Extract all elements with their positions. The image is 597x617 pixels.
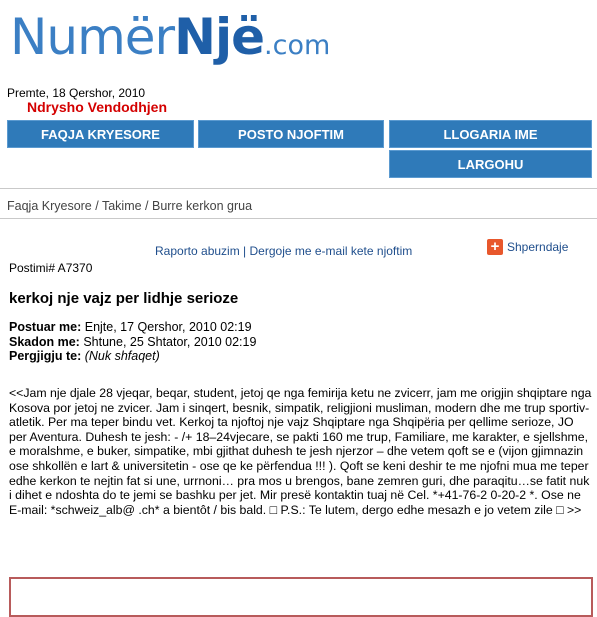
nav-my-account-button[interactable]: LLOGARIA IME bbox=[389, 120, 592, 148]
breadcrumb bbox=[7, 199, 252, 213]
share-label: Shperndaje bbox=[507, 240, 569, 254]
nav-home-button[interactable]: FAQJA KRYESORE bbox=[7, 120, 194, 148]
nav-post-ad-button[interactable]: POSTO NJOFTIM bbox=[198, 120, 384, 148]
contact-form-box bbox=[9, 577, 593, 617]
breadcrumb-category[interactable]: Burre kerkon grua bbox=[151, 199, 253, 213]
actions-divider: | bbox=[239, 244, 250, 258]
post-meta bbox=[9, 320, 256, 364]
breadcrumb-dating[interactable]: Takime bbox=[101, 199, 142, 213]
logo-part-1: Numër bbox=[10, 8, 175, 66]
logo-part-3: .com bbox=[264, 30, 331, 61]
post-title: kerkoj nje vajz per lidhje serioze bbox=[9, 290, 239, 307]
posted-value: Enjte, 17 Qershor, 2010 02:19 bbox=[84, 320, 252, 334]
plus-icon: + bbox=[487, 239, 503, 255]
breadcrumb-divider bbox=[0, 218, 597, 219]
expires-label: Skadon me: bbox=[9, 334, 80, 349]
email-post-link[interactable]: Dergoje me e-mail kete njoftim bbox=[249, 244, 413, 258]
breadcrumb-separator: / bbox=[141, 199, 152, 213]
site-logo[interactable] bbox=[10, 8, 330, 78]
reply-value: (Nuk shfaqet) bbox=[84, 349, 160, 363]
top-divider bbox=[0, 188, 597, 189]
share-button[interactable] bbox=[487, 239, 568, 255]
breadcrumb-separator: / bbox=[91, 199, 102, 213]
nav-logout-button[interactable]: LARGOHU bbox=[389, 150, 592, 178]
breadcrumb-home[interactable]: Faqja Kryesore bbox=[7, 199, 92, 213]
reply-label: Pergjigju te: bbox=[9, 349, 82, 363]
report-abuse-link[interactable]: Raporto abuzim bbox=[155, 244, 240, 258]
posted-label: Postuar me: bbox=[9, 320, 82, 334]
logo-part-2: Një bbox=[174, 8, 265, 66]
post-body: <<Jam nje djale 28 vjeqar, beqar, student, jetoj qe nga femirija ketu ne zvicerr, jam me origjin shqiptare nga Kosova por jetoj ne zvicer. Jam i sinqert, besnik, simpatik, religjioni musliman, modern dhe me trup sportiv-atletik. Per ma teper bindu vet. Kerkoj ta njoftoj nje vajz Shqiptare nga Shqipëria per qellime serioze, JO per Aventura. Duhesh te jesh: - /+ 18–24vjecare, se pakti 160 me trup, Familiare, me karakter, e sjellshme, e moralshme, e buker, simpatike, mbi gjithat duhesh te jesh njerzor – dhe vetem qoft se e (vijon gjimnazin ose shkollën e lart & universitetin - ose qe ke përfendua !!! ). Qoft se keni deshir te me njofni mua me teper edhe kerkon te nejtin fat si une, urrnoni… pra mos u brengos, bane zemren guri, dhe paraqitu…se fatit nuk i dihet e ndoshta do te jemi se bashku per jet. Mir presë kontaktin tuaj në Cel. *+41-76-2 0-20-2 *. Ose ne E-mail: *schweiz_alb@ .ch* a bientôt / bis bald. □ P.S.: Te lutem, dergo edhe mesazh e jo vetem zile □ >> bbox=[9, 386, 592, 517]
post-actions bbox=[155, 244, 412, 258]
post-id: Postimi# A7370 bbox=[9, 261, 93, 275]
change-location-link[interactable]: Ndrysho Vendodhjen bbox=[27, 99, 168, 115]
current-date: Premte, 18 Qershor, 2010 bbox=[7, 86, 146, 100]
expires-value: Shtune, 25 Shtator, 2010 02:19 bbox=[83, 334, 257, 349]
